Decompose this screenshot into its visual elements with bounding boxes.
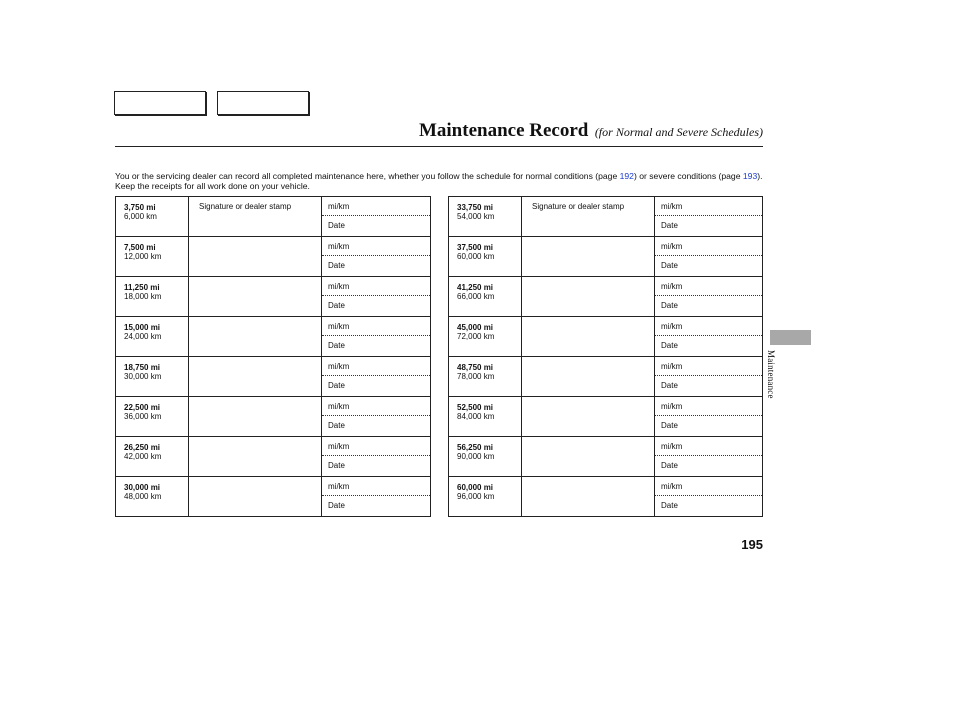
entry-cell (655, 277, 763, 317)
title-divider (115, 146, 763, 147)
mileage-km: 96,000 km (457, 492, 495, 501)
entry-cell (655, 357, 763, 397)
mileage-cell (449, 237, 522, 277)
table-row (449, 397, 763, 437)
mileage-km: 24,000 km (124, 332, 162, 341)
signature-cell[interactable]: Signature or dealer stamp (189, 197, 322, 237)
date-field[interactable]: Date (661, 461, 678, 470)
maintenance-table-left (115, 196, 431, 517)
mileage-cell (449, 357, 522, 397)
section-tab[interactable] (770, 330, 811, 345)
signature-cell[interactable] (522, 357, 655, 397)
mikm-field[interactable]: mi/km (322, 357, 430, 376)
signature-cell[interactable] (189, 317, 322, 357)
date-field[interactable]: Date (328, 261, 345, 270)
table-row (116, 477, 431, 517)
signature-cell[interactable] (189, 477, 322, 517)
page-link-192[interactable]: 192 (619, 171, 634, 181)
date-field[interactable]: Date (328, 301, 345, 310)
table-row (116, 317, 431, 357)
table-row (116, 357, 431, 397)
mikm-field[interactable]: mi/km (322, 437, 430, 456)
table-row (449, 237, 763, 277)
mileage-cell (116, 277, 189, 317)
signature-cell[interactable] (522, 437, 655, 477)
table-row (449, 197, 763, 237)
date-field[interactable]: Date (661, 301, 678, 310)
date-field[interactable]: Date (661, 421, 678, 430)
table-row (449, 277, 763, 317)
date-field[interactable]: Date (328, 421, 345, 430)
signature-cell[interactable] (522, 477, 655, 517)
signature-cell[interactable] (522, 317, 655, 357)
signature-cell[interactable] (522, 237, 655, 277)
mileage-km: 42,000 km (124, 452, 162, 461)
date-field[interactable]: Date (328, 341, 345, 350)
date-field[interactable]: Date (661, 501, 678, 510)
mikm-field[interactable]: mi/km (655, 397, 762, 416)
mileage-cell (116, 237, 189, 277)
date-field[interactable]: Date (328, 381, 345, 390)
entry-cell (322, 277, 431, 317)
intro-text-3: ). Keep the receipts for all work done on your vehicle. (115, 171, 763, 191)
mileage-cell (116, 437, 189, 477)
mileage-miles: 18,750 mi (124, 363, 161, 372)
mileage-cell (116, 477, 189, 517)
mileage-cell (449, 437, 522, 477)
mileage-miles: 37,500 mi (457, 243, 494, 252)
mileage-miles: 7,500 mi (124, 243, 156, 252)
mileage-km: 6,000 km (124, 212, 157, 221)
entry-cell (322, 397, 431, 437)
mikm-field[interactable]: mi/km (655, 437, 762, 456)
table-row (116, 237, 431, 277)
entry-cell (655, 197, 763, 237)
mileage-cell (116, 357, 189, 397)
signature-cell[interactable] (189, 237, 322, 277)
table-row (116, 277, 431, 317)
mikm-field[interactable]: mi/km (322, 397, 430, 416)
mileage-miles: 15,000 mi (124, 323, 161, 332)
table-row (116, 397, 431, 437)
entry-cell (655, 397, 763, 437)
mileage-km: 30,000 km (124, 372, 162, 381)
mikm-field[interactable]: mi/km (655, 477, 762, 496)
mileage-km: 84,000 km (457, 412, 495, 421)
table-row (116, 437, 431, 477)
intro-text-2: ) or severe conditions (page (633, 171, 743, 181)
entry-cell (322, 237, 431, 277)
page-link-193[interactable]: 193 (742, 171, 758, 181)
signature-cell[interactable] (189, 277, 322, 317)
mikm-field[interactable]: mi/km (322, 477, 430, 496)
date-field[interactable]: Date (661, 341, 678, 350)
entry-cell (322, 437, 431, 477)
mikm-field[interactable]: mi/km (322, 237, 430, 256)
mileage-miles: 45,000 mi (457, 323, 494, 332)
mileage-km: 78,000 km (457, 372, 495, 381)
table-row (116, 197, 431, 237)
mileage-cell (449, 317, 522, 357)
mileage-miles: 3,750 mi (124, 203, 156, 212)
intro-paragraph (115, 171, 765, 191)
table-row (449, 437, 763, 477)
signature-cell[interactable] (189, 437, 322, 477)
mikm-field[interactable]: mi/km (655, 237, 762, 256)
mileage-miles: 56,250 mi (457, 443, 494, 452)
mileage-km: 90,000 km (457, 452, 495, 461)
page-title (115, 120, 763, 142)
mikm-field[interactable]: mi/km (322, 277, 430, 296)
mileage-km: 36,000 km (124, 412, 162, 421)
section-label-text: Maintenance (766, 350, 776, 399)
table-row (449, 477, 763, 517)
table-row (449, 357, 763, 397)
mikm-field[interactable]: mi/km (655, 317, 762, 336)
date-field[interactable]: Date (661, 381, 678, 390)
nav-button-1[interactable] (114, 91, 206, 115)
nav-button-2[interactable] (217, 91, 309, 115)
date-field[interactable]: Date (661, 221, 678, 230)
mileage-km: 18,000 km (124, 292, 162, 301)
signature-cell[interactable] (189, 357, 322, 397)
mileage-miles: 48,750 mi (457, 363, 494, 372)
section-label (766, 350, 784, 420)
mileage-km: 54,000 km (457, 212, 495, 221)
signature-cell[interactable]: Signature or dealer stamp (522, 197, 655, 237)
page-title-sub: (for Normal and Severe Schedules) (594, 125, 763, 139)
mileage-miles: 33,750 mi (457, 203, 494, 212)
mileage-miles: 11,250 mi (124, 283, 160, 292)
mileage-km: 60,000 km (457, 252, 495, 261)
mileage-cell (116, 397, 189, 437)
mileage-cell (449, 277, 522, 317)
intro-text-1: You or the servicing dealer can record all completed maintenance here, whether you follow the schedule for normal conditions (page (115, 171, 620, 181)
entry-cell (655, 477, 763, 517)
mileage-miles: 52,500 mi (457, 403, 494, 412)
entry-cell (655, 237, 763, 277)
maintenance-table-right (448, 196, 763, 517)
mileage-cell (449, 477, 522, 517)
date-field[interactable]: Date (328, 461, 345, 470)
page-title-main: Maintenance Record (418, 120, 589, 141)
signature-cell[interactable] (522, 277, 655, 317)
entry-cell (655, 317, 763, 357)
mileage-cell (449, 397, 522, 437)
mileage-miles: 22,500 mi (124, 403, 161, 412)
mileage-km: 12,000 km (124, 252, 162, 261)
mileage-cell (449, 197, 522, 237)
mikm-field[interactable]: mi/km (322, 317, 430, 336)
entry-cell (322, 477, 431, 517)
entry-cell (322, 197, 431, 237)
mileage-cell (116, 197, 189, 237)
entry-cell (322, 357, 431, 397)
mikm-field[interactable]: mi/km (655, 357, 762, 376)
mikm-field[interactable]: mi/km (655, 277, 762, 296)
mileage-miles: 41,250 mi (457, 283, 494, 292)
date-field[interactable]: Date (661, 261, 678, 270)
signature-cell[interactable] (189, 397, 322, 437)
table-row (449, 317, 763, 357)
mileage-cell (116, 317, 189, 357)
mileage-km: 48,000 km (124, 492, 162, 501)
entry-cell (655, 437, 763, 477)
signature-cell[interactable] (522, 397, 655, 437)
mileage-miles: 26,250 mi (124, 443, 161, 452)
page-number: 195 (741, 537, 763, 552)
mileage-miles: 60,000 mi (457, 483, 494, 492)
entry-cell (322, 317, 431, 357)
mileage-km: 66,000 km (457, 292, 495, 301)
mileage-km: 72,000 km (457, 332, 495, 341)
date-field[interactable]: Date (328, 221, 345, 230)
mikm-field[interactable]: mi/km (322, 197, 430, 216)
mileage-miles: 30,000 mi (124, 483, 161, 492)
date-field[interactable]: Date (328, 501, 345, 510)
mikm-field[interactable]: mi/km (655, 197, 762, 216)
